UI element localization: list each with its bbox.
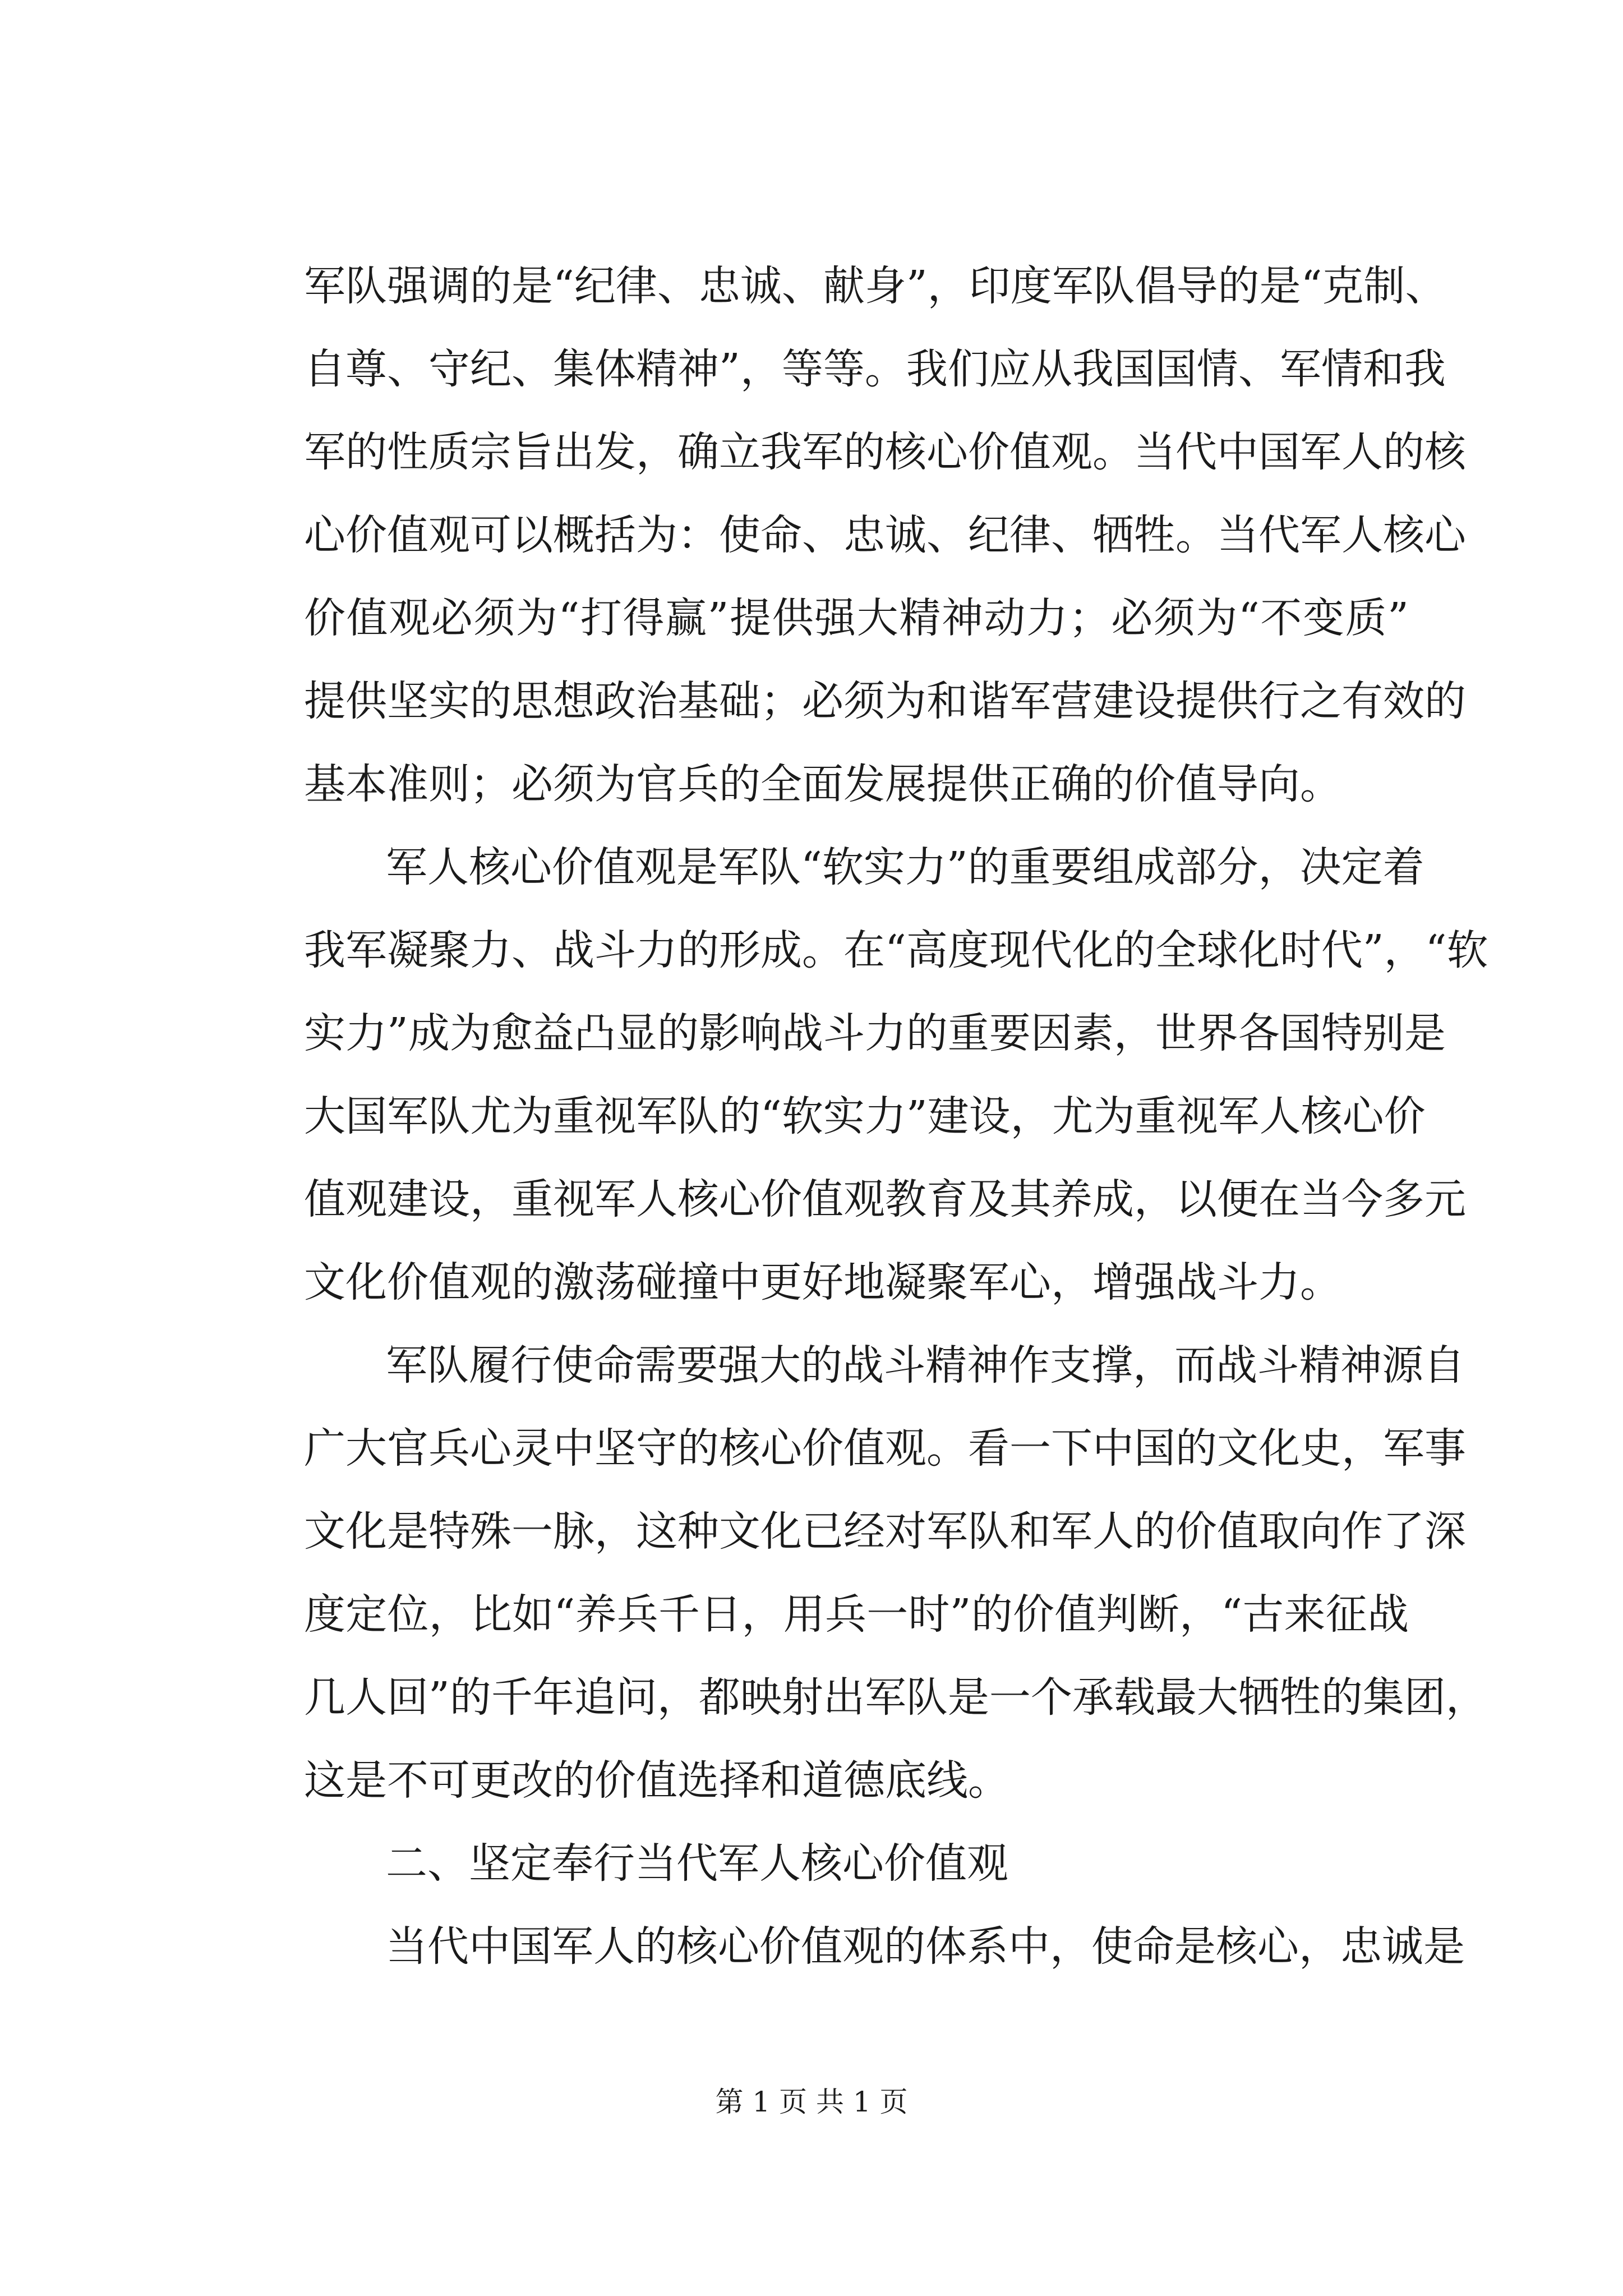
text-line: 几人回”的千年追问，都映射出军队是一个承载最大牺牲的集团， bbox=[304, 1673, 1487, 1722]
text-line: 值观建设，重视军人核心价值观教育及其养成，以便在当今多元 bbox=[304, 1175, 1466, 1223]
page-number-label: 第 1 页 共 1 页 bbox=[715, 2086, 908, 2118]
text-line: 当代中国军人的核心价值观的体系中，使命是核心，忠诚是 bbox=[386, 1922, 1465, 1971]
text-line: 基本准则；必须为官兵的全面发展提供正确的价值导向。 bbox=[304, 760, 1341, 808]
page-footer bbox=[0, 2082, 1623, 2122]
text-line: 心价值观可以概括为：使命、忠诚、纪律、牺牲。当代军人核心 bbox=[304, 511, 1466, 559]
text-line: 文化价值观的激荡碰撞中更好地凝聚军心，增强战斗力。 bbox=[304, 1258, 1341, 1306]
text-line: 度定位，比如“养兵千日，用兵一时”的价值判断，“古来征战 bbox=[304, 1590, 1409, 1639]
text-line: 提供坚实的思想政治基础；必须为和谐军营建设提供行之有效的 bbox=[304, 677, 1466, 725]
text-line: 军的性质宗旨出发，确立我军的核心价值观。当代中国军人的核 bbox=[304, 428, 1466, 476]
text-line: 价值观必须为“打得赢”提供强大精神动力；必须为“不变质” bbox=[304, 594, 1409, 642]
text-line: 自尊、守纪、集体精神”，等等。我们应从我国国情、军情和我 bbox=[304, 345, 1446, 393]
text-line: 这是不可更改的价值选择和道德底线。 bbox=[304, 1756, 1009, 1805]
text-line: 军队强调的是“纪律、忠诚、献身”，印度军队倡导的是“克制、 bbox=[304, 262, 1447, 310]
text-line: 军人核心价值观是军队“软实力”的重要组成部分，决定着 bbox=[386, 843, 1424, 891]
text-line: 我军凝聚力、战斗力的形成。在“高度现代化的全球化时代”，“软 bbox=[304, 926, 1488, 974]
text-line: 广大官兵心灵中坚守的核心价值观。看一下中国的文化史，军事 bbox=[304, 1424, 1466, 1473]
text-line: 大国军队尤为重视军队的“软实力”建设，尤为重视军人核心价 bbox=[304, 1092, 1426, 1140]
document-body bbox=[304, 245, 1488, 1988]
text-line: 文化是特殊一脉，这种文化已经对军队和军人的价值取向作了深 bbox=[304, 1507, 1466, 1556]
text-line: 军队履行使命需要强大的战斗精神作支撑，而战斗精神源自 bbox=[386, 1341, 1465, 1389]
section-heading: 二、坚定奉行当代军人核心价值观 bbox=[386, 1839, 1008, 1888]
text-line: 实力”成为愈益凸显的影响战斗力的重要因素，世界各国特别是 bbox=[304, 1009, 1446, 1057]
